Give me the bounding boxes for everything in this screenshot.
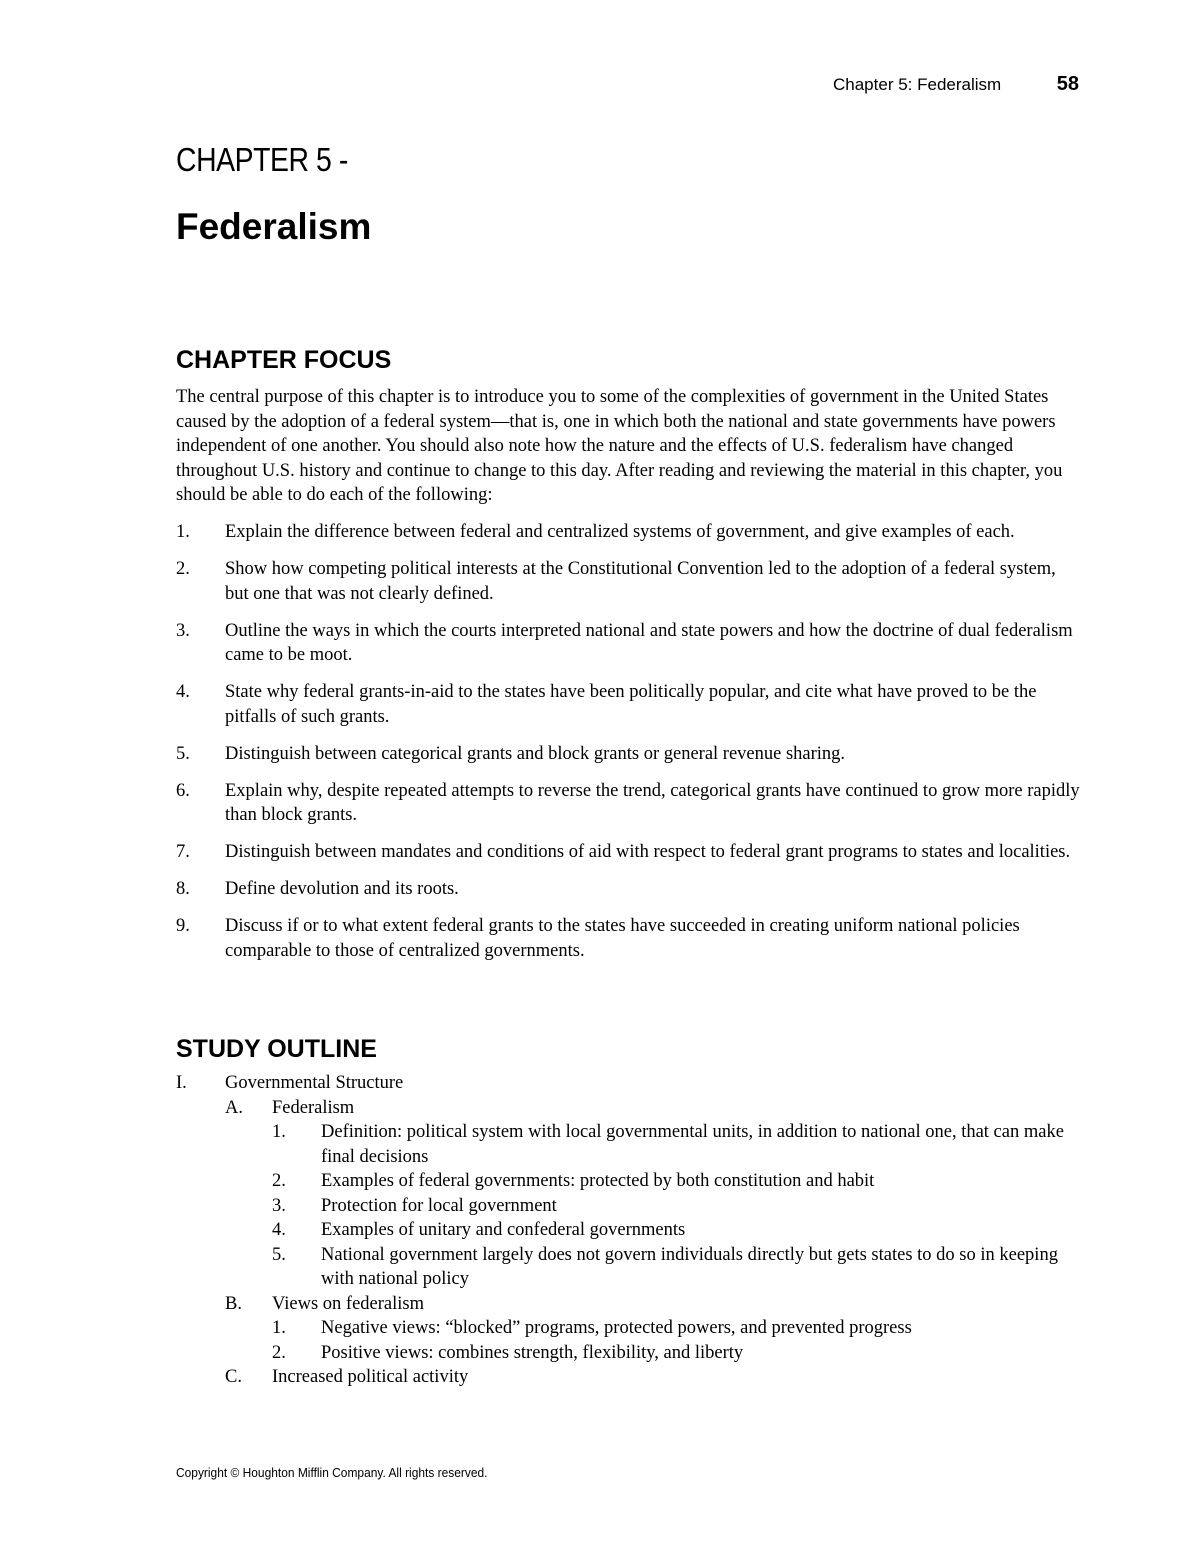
chapter-focus-heading: CHAPTER FOCUS bbox=[176, 346, 392, 374]
objective-text: Explain the difference between federal and centralized systems of government, and give examples of each. bbox=[225, 522, 1015, 542]
objective-text: Distinguish between mandates and conditions of aid with respect to federal grant programs to states and localities. bbox=[225, 842, 1071, 862]
objectives-list bbox=[176, 520, 1081, 976]
outline-marker: 2. bbox=[272, 1171, 286, 1191]
outline-text: National government largely does not govern individuals directly but gets states to do so in keeping with national policy bbox=[321, 1244, 1058, 1289]
outline-item bbox=[176, 1071, 1081, 1096]
outline-item bbox=[176, 1243, 1081, 1292]
outline-marker: 1. bbox=[272, 1318, 286, 1338]
objective-number: 2. bbox=[176, 559, 190, 579]
outline-marker: C. bbox=[225, 1367, 242, 1387]
outline-text: Protection for local government bbox=[321, 1195, 557, 1216]
objective-number: 1. bbox=[176, 522, 190, 542]
outline-marker: 5. bbox=[272, 1244, 286, 1265]
outline-marker: B. bbox=[225, 1293, 242, 1314]
outline-item bbox=[176, 1292, 1081, 1317]
objective-text: State why federal grants-in-aid to the states have been politically popular, and cite what have proved to be the pitfalls of such grants. bbox=[225, 682, 1037, 727]
objective-item bbox=[176, 742, 1081, 767]
outline-text: Positive views: combines strength, flexibility, and liberty bbox=[321, 1342, 744, 1363]
objective-number: 6. bbox=[176, 780, 190, 801]
objective-text: Show how competing political interests at the Constitutional Convention led to the adoption of a federal system, but one that was not clearly defined. bbox=[225, 559, 1056, 604]
objective-item bbox=[176, 877, 1081, 902]
outline-item bbox=[176, 1120, 1081, 1169]
objective-item bbox=[176, 619, 1081, 668]
objective-item bbox=[176, 680, 1081, 729]
outline-text: Examples of federal governments: protected by both constitution and habit bbox=[321, 1171, 875, 1191]
outline-text: Definition: political system with local governmental units, in addition to national one, that can make final decisions bbox=[321, 1122, 1064, 1167]
outline-text: Governmental Structure bbox=[225, 1073, 404, 1093]
objective-number: 4. bbox=[176, 682, 190, 702]
outline-item bbox=[176, 1096, 1081, 1121]
chapter-focus-intro: The central purpose of this chapter is to introduce you to some of the complexities of government in the United States caused by the adoption of a federal system—that is, one in which both the national and state governments have powers independent of one another. You should also note how the nature and the effects of U.S. federalism have changed throughout U.S. history and continue to change to this day. After reading and reviewing the material in this chapter, you should be able to do each of the following: bbox=[176, 387, 1063, 505]
objective-item bbox=[176, 557, 1081, 606]
objective-text: Discuss if or to what extent federal grants to the states have succeeded in creating uniform national policies comparable to those of centralized governments. bbox=[225, 916, 1020, 961]
chapter-title: Federalism bbox=[176, 206, 372, 247]
objective-item bbox=[176, 840, 1081, 865]
chapter-number-label: CHAPTER 5 - bbox=[176, 141, 348, 178]
objective-text: Distinguish between categorical grants and block grants or general revenue sharing. bbox=[225, 743, 846, 764]
outline-item bbox=[176, 1194, 1081, 1219]
objective-number: 5. bbox=[176, 743, 190, 764]
outline-text: Negative views: “blocked” programs, protected powers, and prevented progress bbox=[321, 1318, 912, 1338]
study-outline-heading: STUDY OUTLINE bbox=[176, 1035, 377, 1063]
outline-item bbox=[176, 1365, 1081, 1390]
outline-marker: 2. bbox=[272, 1342, 286, 1363]
outline-marker: 3. bbox=[272, 1195, 286, 1216]
outline-marker: A. bbox=[225, 1097, 243, 1118]
outline-item bbox=[176, 1218, 1081, 1243]
objective-text: Outline the ways in which the courts interpreted national and state powers and how the doctrine of dual federalism came to be moot. bbox=[225, 620, 1073, 665]
outline-item bbox=[176, 1341, 1081, 1366]
copyright-footer: Copyright © Houghton Mifflin Company. All rights reserved. bbox=[176, 1465, 488, 1480]
objective-number: 8. bbox=[176, 879, 190, 899]
outline-text: Federalism bbox=[272, 1097, 355, 1118]
outline-marker: 1. bbox=[272, 1122, 286, 1142]
objective-text: Define devolution and its roots. bbox=[225, 879, 459, 899]
objective-item bbox=[176, 779, 1081, 828]
outline-text: Views on federalism bbox=[272, 1293, 424, 1314]
objective-number: 9. bbox=[176, 916, 190, 936]
outline-marker: 4. bbox=[272, 1220, 286, 1240]
objective-number: 7. bbox=[176, 842, 190, 862]
objective-number: 3. bbox=[176, 620, 190, 641]
outline-item bbox=[176, 1316, 1081, 1341]
outline-marker: I. bbox=[176, 1073, 187, 1093]
outline-text: Examples of unitary and confederal governments bbox=[321, 1220, 686, 1240]
study-outline-list bbox=[176, 1071, 1081, 1390]
objective-text: Explain why, despite repeated attempts to reverse the trend, categorical grants have continued to grow more rapidly than block grants. bbox=[225, 780, 1080, 825]
running-header bbox=[833, 73, 1083, 101]
running-header-title: Chapter 5: Federalism bbox=[833, 75, 1002, 94]
outline-item bbox=[176, 1169, 1081, 1194]
page-number: 58 bbox=[1056, 73, 1079, 95]
outline-text: Increased political activity bbox=[272, 1367, 469, 1387]
objective-item bbox=[176, 914, 1081, 963]
objective-item bbox=[176, 520, 1081, 545]
